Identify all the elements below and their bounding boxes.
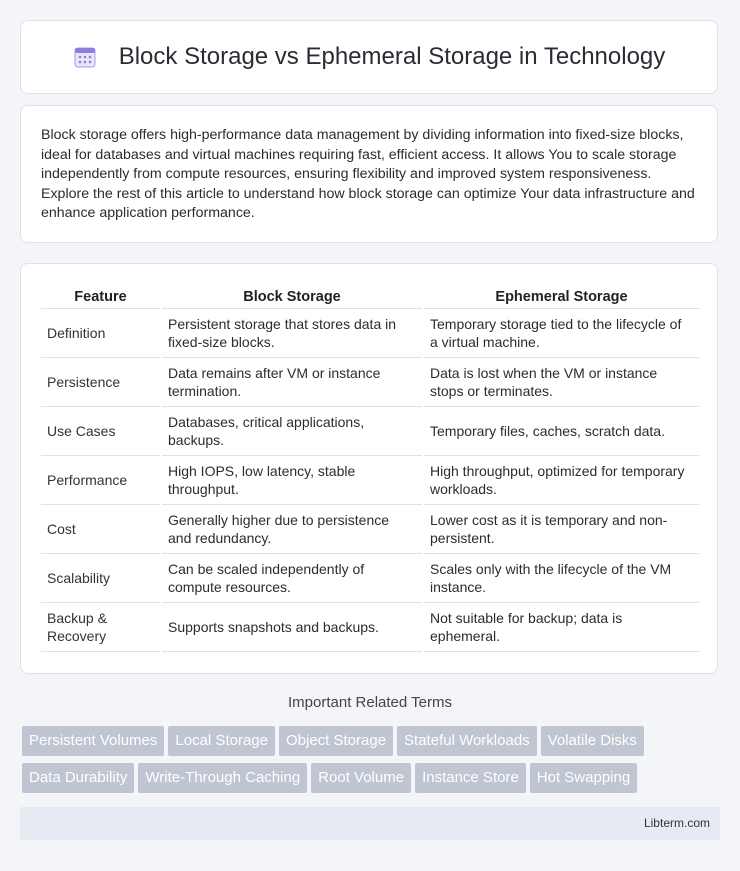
table-row (41, 554, 699, 603)
related-term-tag[interactable]: Stateful Workloads (397, 726, 537, 756)
ephemeral-storage-cell: Lower cost as it is temporary and non-persistent. (424, 505, 699, 554)
feature-cell: Performance (41, 456, 160, 505)
block-storage-cell: Persistent storage that stores data in fixed-size blocks. (162, 309, 422, 358)
ephemeral-storage-cell: Data is lost when the VM or instance stops or terminates. (424, 358, 699, 407)
table-row (41, 407, 699, 456)
header-block-storage: Block Storage (162, 286, 422, 309)
intro-text: Block storage offers high-performance data management by dividing information into fixed-size blocks, ideal for databases and virtual machines requiring fast, efficient access. It allows You to scale storage independently from compute resources, ensuring flexibility and improved system responsiveness. Explore the rest of this article to understand how block storage can optimize Your data infrastructure and enhance application performance. (41, 127, 695, 221)
feature-cell: Backup & Recovery (41, 603, 160, 652)
comparison-card (20, 263, 718, 674)
block-storage-cell: Supports snapshots and backups. (162, 603, 422, 652)
ephemeral-storage-cell: Temporary files, caches, scratch data. (424, 407, 699, 456)
related-terms-title: Important Related Terms (288, 694, 452, 711)
feature-cell: Persistence (41, 358, 160, 407)
block-storage-cell: Can be scaled independently of compute resources. (162, 554, 422, 603)
feature-cell: Use Cases (41, 407, 160, 456)
block-storage-cell: Databases, critical applications, backups. (162, 407, 422, 456)
header-ephemeral-storage: Ephemeral Storage (424, 286, 699, 309)
related-term-tag[interactable]: Instance Store (415, 763, 526, 793)
page-title: Block Storage vs Ephemeral Storage in Technology (118, 43, 666, 70)
comparison-table (39, 286, 701, 652)
ephemeral-storage-cell: Temporary storage tied to the lifecycle of a virtual machine. (424, 309, 699, 358)
related-term-tag[interactable]: Object Storage (279, 726, 393, 756)
feature-cell: Scalability (41, 554, 160, 603)
intro-card (20, 105, 718, 243)
table-row (41, 358, 699, 407)
related-term-tag[interactable]: Local Storage (168, 726, 275, 756)
footer (20, 807, 720, 840)
related-term-tag[interactable]: Persistent Volumes (22, 726, 164, 756)
footer-brand[interactable]: Libterm.com (643, 816, 710, 830)
block-storage-cell: High IOPS, low latency, stable throughput. (162, 456, 422, 505)
block-storage-cell: Generally higher due to persistence and redundancy. (162, 505, 422, 554)
table-row (41, 603, 699, 652)
block-storage-cell: Data remains after VM or instance termination. (162, 358, 422, 407)
related-terms-list (22, 726, 722, 800)
table-row (41, 505, 699, 554)
ephemeral-storage-cell: High throughput, optimized for temporary workloads. (424, 456, 699, 505)
related-term-tag[interactable]: Root Volume (311, 763, 411, 793)
table-row (41, 456, 699, 505)
related-term-tag[interactable]: Hot Swapping (530, 763, 637, 793)
title-card (20, 20, 718, 94)
header-feature: Feature (41, 286, 160, 309)
table-row (41, 309, 699, 358)
calendar-icon (73, 45, 97, 69)
feature-cell: Definition (41, 309, 160, 358)
ephemeral-storage-cell: Scales only with the lifecycle of the VM instance. (424, 554, 699, 603)
related-term-tag[interactable]: Write-Through Caching (138, 763, 307, 793)
feature-cell: Cost (41, 505, 160, 554)
ephemeral-storage-cell: Not suitable for backup; data is ephemeral. (424, 603, 699, 652)
related-term-tag[interactable]: Data Durability (22, 763, 134, 793)
table-header-row (41, 286, 699, 309)
related-term-tag[interactable]: Volatile Disks (541, 726, 644, 756)
